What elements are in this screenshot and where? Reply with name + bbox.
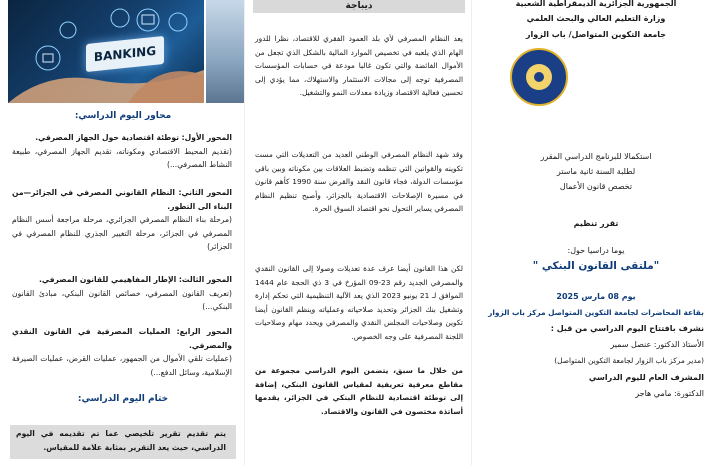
- left-panel: [0, 0, 244, 465]
- axis-1-title: المحور الأول: توطئة اقتصادية حول الجهاز المصرفي.: [35, 133, 232, 142]
- axis-4-title: المحور الرابع: العمليات المصرفية في القانون النقدي والمصرفي.: [12, 327, 232, 350]
- axis-3-title: المحور الثالث: الإطار المفاهيمي للقانون المصرفي.: [39, 275, 232, 284]
- preamble-heading: ديباجة: [253, 0, 465, 13]
- ministry-line: وزارة التعليم العالي والبحث العلمي: [526, 14, 666, 23]
- axis-4-body: (عمليات تلقي الأموال من الجمهور، عمليات القرض، عمليات الصيرفة الإسلامية، وسائل الدفع...): [12, 354, 232, 377]
- middle-panel: [244, 0, 472, 465]
- axis-1-body: (تقديم المحيط الاقتصادي ومكوناته، تقديم الجهاز المصرفي، طبيعة النشاط المصرفي...): [12, 146, 232, 170]
- context-line-2: لطلبة السنة ثانية ماستر: [556, 167, 636, 176]
- banking-label: BANKING: [93, 43, 157, 65]
- supervisor-heading: المشرف العام لليوم الدراسي: [588, 373, 704, 382]
- axis-2-body: (مرحلة بناء النظام المصرفي الجزائري، مرحلة مراجعة أسس النظام المصرفي في الجزائر، مرحلة التغيير الجذري للنظام المصرفي في الجزائر): [12, 215, 232, 252]
- banking-banner-image: [8, 0, 204, 103]
- context-line-3: تخصص قانون الأعمال: [559, 182, 633, 191]
- university-logo: [510, 48, 568, 106]
- right-panel: [472, 0, 720, 465]
- forum-title: "ملتقى القانون البنكي ": [532, 260, 660, 272]
- closing-title: ختام اليوم الدراسي:: [77, 394, 169, 404]
- opening-name: الأستاذ الدكتور: عنصل سمير: [610, 340, 704, 349]
- preamble-paragraph-2: وقد شهد النظام المصرفي الوطني العديد من التعديلات التي مست تكوينه والقوانين التي تنظمه وتضبط العلاقات بين مكوناته وبين باقي مؤسسات الدولة، فجاء قانون النقد والقرض سنة 1990 كأهم قانون في مسيرة الإصلاحات الاقتصادية بالجزائر، وأصبح تنظيم النظام المصرفي يساير التحول نحو اقتصاد السوق الحرة.: [255, 150, 464, 213]
- logo-dot: [534, 72, 544, 82]
- axis-2-title: المحور الثاني: النظام القانوني المصرفي في الجزائر—من البناء الى التطور.: [12, 188, 232, 211]
- opening-role: (مدير مركز باب الزوار لجامعة التكوين المتواصل): [554, 356, 704, 365]
- study-day-line: يوما دراسيا حول:: [567, 246, 625, 255]
- supervisor-name: الدكتورة: مامي هاجر: [635, 389, 704, 398]
- axis-2: [12, 186, 232, 254]
- preamble-paragraph-4: من خلال ما سبق، يتضمن اليوم الدراسي مجموعة من مقاطع معرفية تعريفية لمقياس القانون البنكي، إضافة إلى توطئة اقتصادية للنظام البنكي في الجزائر، يقدمها أساتذة مختصون في القانون والاقتصاد.: [255, 366, 463, 416]
- context-line-1: استكمالا للبرنامج الدراسي المقرر: [540, 152, 652, 161]
- axis-3: [12, 273, 232, 314]
- opening-heading: نشرف بافتتاح اليوم الدراسي من قبل :: [550, 324, 704, 333]
- closing-body: يتم تقديم تقرير تلخيصي عما تم تقديمه في اليوم الدراسي، حيث يعد التقرير بمثابة علامة للمقياس.: [16, 429, 226, 452]
- axes-title: محاور اليوم الدراسي:: [74, 111, 172, 121]
- axis-4: [12, 325, 232, 379]
- university-line: جامعة التكوين المتواصل/ باب الزوار: [525, 30, 667, 39]
- republic-line: الجمهورية الجزائرية الديمقراطية الشعبية: [515, 0, 677, 8]
- axis-1: [12, 131, 232, 172]
- axis-3-body: (تعريف القانون المصرفي، خصائص القانون البنكي، مبادئ القانون البنكي...): [12, 288, 232, 312]
- side-photo: [206, 0, 244, 103]
- event-venue: بقاعة المحاضرات لجامعة التكوين المتواصل مركز باب الزوار: [488, 308, 704, 317]
- preamble-paragraph-3: لكن هذا القانون أيضا عرف عدة تعديلات وصولا إلى القانون النقدي والمصرفي الجديد رقم 23-09 المؤرخ في 3 ذي الحجة عام 1444 الموافق لـ 21 يونيو 2023 الذي يعد الآلية التنظيمية التي تحكم إدارة وتشغيل بنك الجزائر وتحديد صلاحياته وعملياته وينظم القانون أيضا تكوين وصلاحيات المجلس النقدي والمصرفي ويحدد مهام وصلاحيات اللجنة المصرفية على وجه الخصوص.: [255, 264, 464, 341]
- event-date: يوم 08 مارس 2025: [556, 292, 636, 301]
- preamble-paragraph-1: يعد النظام المصرفي لأي بلد العمود الفقري للاقتصاد، نظرا للدور الهام الذي يلعبه في تخصيص الموارد المالية بالشكل الذي تجعل من الأموال الفائضة والتي تكون غالبا مودعة في حسابات المؤسسات المصرفية توجه إلى مجالات الاستثمار والاستهلاك، مما يؤدي إلى تحسين فعالية الاقتصاد وزيادة معدلات النمو والتشغيل.: [255, 34, 463, 97]
- organizes-line: تقرر تنظيم: [573, 219, 619, 228]
